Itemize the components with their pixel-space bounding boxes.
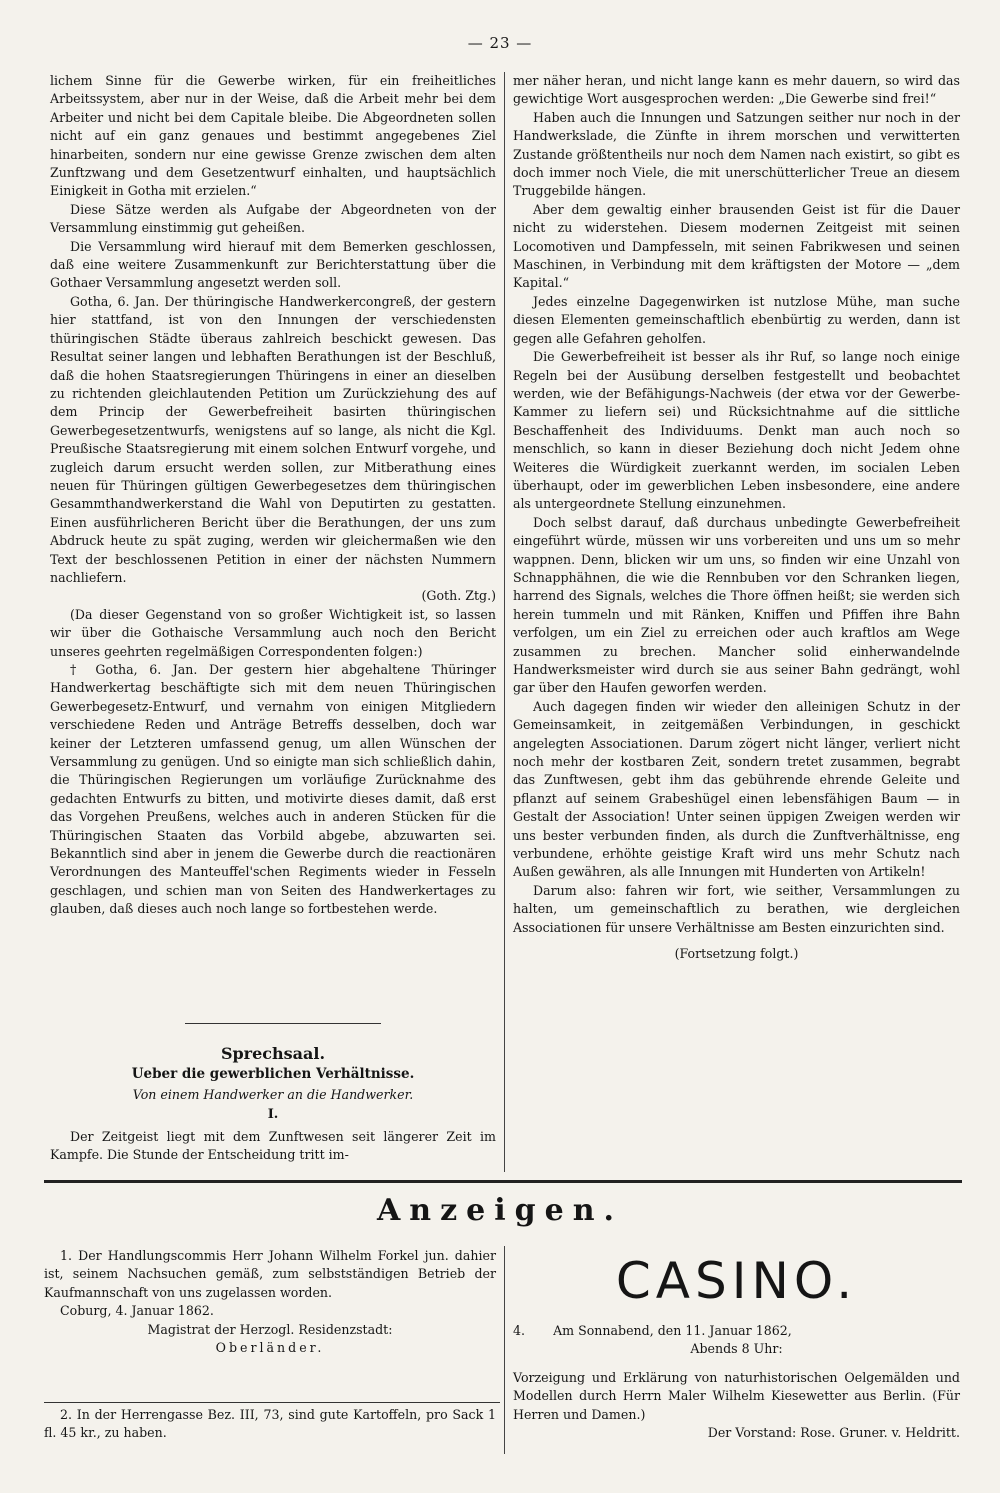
ad-text: 2. In der Herrengasse Bez. III, 73, sind gute Kartoffeln, pro Sack 1 fl. 45 kr., zu haben. xyxy=(44,1407,496,1441)
source-citation: (Goth. Ztg.) xyxy=(421,588,496,604)
paragraph: Aber dem gewaltig einher brausenden Geist ist für die Dauer nicht zu widerstehen. Diesem modernen Zeitgeist mit seinen Locomotiven und Dampfesseln, mit seinen Fabrikwesen und seinen Maschinen, in Verbindung mit dem kräftigsten der Motore — „dem Kapital.“ xyxy=(513,201,960,291)
paragraph: Die Gewerbefreiheit ist besser als ihr Ruf, so lange noch einige Regeln bei der Ausübung derselben festgestellt und beobachtet werden, wie der Befähigungs-Nachweis (der etwa vor der Gewerbe-Kammer zu liefern sei) und Rücksichtnahme auf die sittliche Beschaffenheit des Individuums. Denkt man auch noch so menschlich, so kann in dieser Beziehung doch nicht Jedem ohne Weiteres die Würdigkeit zuerkannt werden, im socialen Leben überhaupt, oder im gewerblichen Leben insbesondere, eine andere als untergeordnete Stellung einzunehmen. xyxy=(513,349,960,512)
casino-date-line xyxy=(513,1322,960,1340)
paragraph: † Gotha, 6. Jan. Der gestern hier abgehaltene Thüringer Handwerkertag beschäftigte sich mit dem neuen Thüringischen Gewerbegesetz-Entwurf, und vernahm von einigen Mitgliedern verschiedene Reden und Anträge Betreffs desselben, doch war keiner der Letzteren umfassend genug, um allen Wünschen der Versammlung zu genügen. Und so einigte man sich schließlich dahin, die Thüringischen Regierungen um vorläufige Zurücknahme des gedachten Entwurfs zu bitten, und motivirte dieses damit, daß erst das Vorgehen Preußens, welches auch in anderen Stücken für die Thüringischen Staaten das Vorbild abgebe, abzuwarten sei. Bekanntlich sind aber in jenem die Gewerbe durch die reactionären Verordnungen des Manteuffel'schen Regiments wieder in Fesseln geschlagen, und schien man von Seiten des Handwerkertages zu glauben, daß dieses auch noch lange so fortbestehen werde. xyxy=(50,662,496,917)
left-column xyxy=(50,72,496,1170)
ad-date: Coburg, 4. Januar 1862. xyxy=(60,1303,214,1319)
section-divider xyxy=(185,1023,381,1024)
page-number: — 23 — xyxy=(467,34,533,52)
casino-number: 4. xyxy=(513,1323,526,1338)
ad-text: 1. Der Handlungscommis Herr Johann Wilhelm Forkel jun. dahier ist, seinem Nachsuchen gemäß, zum selbstständigen Betrieb der Kaufmannschaft von uns zugelassen worden. xyxy=(44,1248,496,1300)
continuation-note: (Fortsetzung folgt.) xyxy=(674,946,799,962)
sprechsaal-byline: Von einem Handwerker an die Handwerker. xyxy=(132,1087,414,1102)
casino-text: Vorzeigung und Erklärung von naturhistorischen Oelgemälden und Modellen durch Herrn Maler Wilhelm Kiesewetter aus Berlin. (Für Herren und Damen.) xyxy=(513,1369,960,1422)
paragraph: Die Versammlung wird hierauf mit dem Bemerken geschlossen, daß eine weitere Zusammenkunft zur Berichterstattung über die Gothaer Versammlung angesetzt werden soll. xyxy=(50,238,496,291)
paragraph: Gotha, 6. Jan. Der thüringische Handwerkercongreß, der gestern hier stattfand, ist von den Innungen der verschiedensten thüringischen Städte überaus zahlreich beschickt gewesen. Das Resultat seiner langen und lebhaften Berathungen ist der Beschluß, daß die hohen Staatsregierungen Thüringens in einer an dieselben zu richtenden gleichlautenden Petition um Zurückziehung des auf dem Princip der Gewerbefreiheit basirten thüringischen Gewerbegesetzentwurfs, wenigstens auf so lange, als nicht die Kgl. Preußische Staatsregierung mit einem solchen Entwurf vorgehe, und zugleich darum ersucht werden sollen, zur Mitberathung eines neuen für Thüringen gültigen Gewerbegesetzes dem thüringischen Gesammthandwerkerstand die Wahl von Deputirten zu gestatten. Einen ausführlicheren Bericht über die Berathungen, der uns zum Abdruck heute zu spät zuging, werden wir gleichermaßen wie den Text der beschlossenen Petition in einer der nächsten Nummern nachliefern. xyxy=(50,293,496,585)
casino-time: Abends 8 Uhr: xyxy=(690,1341,783,1357)
paragraph: mer näher heran, und nicht lange kann es mehr dauern, so wird das gewichtige Wort ausgesprochen werden: „Die Gewerbe sind frei!“ xyxy=(513,73,960,107)
paragraph: Diese Sätze werden als Aufgabe der Abgeordneten von der Versammlung einstimmig gut geheißen. xyxy=(50,201,496,236)
paragraph: lichem Sinne für die Gewerbe wirken, für ein freiheitliches Arbeitssystem, aber nur in der Weise, daß die Arbeit mehr bei dem Arbeiter und nicht bei dem Capitale bleibe. Die Abgeordneten sollen nicht auf ein ganz genaues und bestimmt angegebenes Ziel hinarbeiten, sondern nur eine gewisse Grenze zwischen dem alten Zunftzwang und dem Gesetzentwurf einhalten, und hauptsächlich Einigkeit in Gotha mit erzielen.“ xyxy=(50,73,496,199)
sprechsaal-section-number: I. xyxy=(267,1107,279,1122)
casino-title: CASINO. xyxy=(615,1252,858,1310)
casino-advertisement xyxy=(513,1322,960,1442)
sprechsaal-title: Sprechsaal. xyxy=(220,1044,326,1063)
paragraph: Doch selbst darauf, daß durchaus unbedingte Gewerbefreiheit eingeführt würde, müssen wir uns vorbereiten und uns um so mehr wappnen. Denn, blicken wir um uns, so finden wir eine Unzahl von Schnapphähnen, die wie die Rennbuben vor den Schranken liegen, harrend des Signals, welches die Thore öffnen heißt; sie werden sich herein tummeln und mit Ränken, Kniffen und Pfiffen ihre Bahn verfolgen, um ein Ziel zu erreichen oder auch kraftlos am Wege zusammen zu brechen. Mancher solid einherwandelnde Handwerksmeister wird durch sie aus seiner Bahn gedrängt, wohl gar über den Haufen geworfen werden. xyxy=(513,514,960,696)
paragraph: (Da dieser Gegenstand von so großer Wichtigkeit ist, so lassen wir über die Gothaische Versammlung auch noch den Bericht unseres geehrten regelmäßigen Correspondenten folgen:) xyxy=(50,606,496,659)
advertisement-2 xyxy=(44,1406,496,1443)
ad-signature: Oberländer. xyxy=(215,1340,325,1356)
paragraph: Der Zeitgeist liegt mit dem Zunftwesen seit längerer Zeit im Kampfe. Die Stunde der Entscheidung tritt im- xyxy=(50,1129,496,1163)
ad-authority: Magistrat der Herzogl. Residenzstadt: xyxy=(147,1321,393,1337)
section-rule xyxy=(44,1180,962,1183)
column-rule xyxy=(504,72,505,1172)
sprechsaal-intro xyxy=(50,1128,496,1165)
ad-divider xyxy=(44,1402,500,1403)
paragraph: Haben auch die Innungen und Satzungen seither nur noch in der Handwerkslade, die Zünfte in ihrem morschen und verwitterten Zustande größtentheils nur noch dem Namen nach existirt, so gibt es doch immer noch Viele, die mit unerschütterlicher Treue an diesem Truggebilde hängen. xyxy=(513,109,960,199)
paragraph: Auch dagegen finden wir wieder den alleinigen Schutz in der Gemeinsamkeit, in zeitgemäßen Verbindungen, in geschickt angelegten Associationen. Darum zögert nicht länger, verliert nicht noch mehr der kostbaren Zeit, sondern tretet zusammen, begrabt das Zunftwesen, gebt ihm das gebührende ehrende Geleite und pflanzt auf seinem Grabeshügel einen lebensfähigen Baum — in Gestalt der Association! Unter seinen üppigen Zweigen werden wir uns bester verbunden finden, als durch die Zunftverhältnisse, eng verbundene, erhöhte geistige Kraft wird uns mehr Schutz nach Außen gewähren, als alle Innungen mit Hunderten von Artikeln! xyxy=(513,698,960,880)
sprechsaal-subtitle: Ueber die gewerblichen Verhältnisse. xyxy=(131,1066,415,1082)
casino-date: Am Sonnabend, den 11. Januar 1862, xyxy=(553,1323,792,1338)
ad-column-rule xyxy=(504,1246,505,1454)
anzeigen-heading: Anzeigen. xyxy=(377,1193,623,1228)
advertisement-1 xyxy=(44,1247,496,1357)
casino-signature: Der Vorstand: Rose. Gruner. v. Heldritt. xyxy=(707,1425,960,1441)
right-column xyxy=(513,72,960,1172)
paragraph: Darum also: fahren wir fort, wie seither, Versammlungen zu halten, um gemeinschaftlich zu berathen, wie dergleichen Associationen für unsere Verhältnisse am Besten einzurichten sind. xyxy=(513,882,960,935)
paragraph: Jedes einzelne Dagegenwirken ist nutzlose Mühe, man suche diesen Elementen gemeinschaftlich ebenbürtig zu werden, dann ist gegen alle Gefahren geholfen. xyxy=(513,293,960,346)
